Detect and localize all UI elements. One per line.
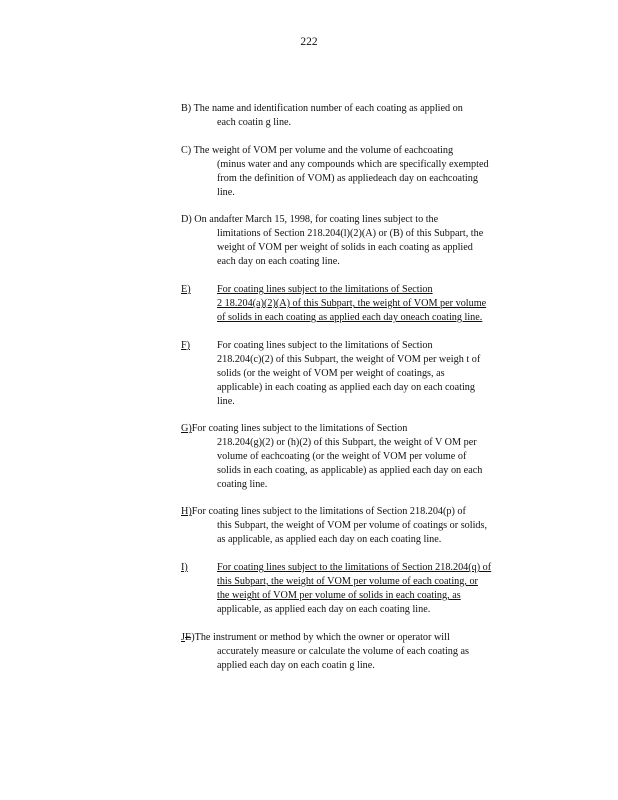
item-e-line-1: For coating lines subject to the limitations of Section [217, 284, 433, 295]
item-d-line-2: limitations of Section 218.204(l)(2)(A) or (B) of this Subpart, the [217, 228, 484, 239]
item-j-line-1: The instrument or method by which the owner or operator will [194, 632, 450, 643]
item-h-line-3: as applicable, as applied each day on each coating line. [217, 534, 442, 545]
item-f [181, 339, 541, 409]
item-g-line-4: solids in each coating, as applicable) as applied each day on each [217, 465, 483, 476]
item-b-line-2: each coatin g line. [217, 117, 292, 128]
item-j-line-2: accurately measure or calculate the volume of each coating as [217, 646, 470, 657]
item-f-line-2: 218.204(c)(2) of this Subpart, the weight of VOM per weigh t of [217, 354, 481, 365]
item-e-label: E) [181, 284, 191, 295]
item-i-line-3: the weight of VOM per volume of solids in each coating, as [217, 590, 461, 601]
item-i-line-4: applicable, as applied each day on each coating line. [217, 604, 431, 615]
item-c-line-3: from the definition of VOM) as appliedeach day on eachcoating [217, 173, 478, 184]
item-j [181, 631, 541, 673]
item-j-label-suffix: ) [191, 632, 195, 643]
item-e [181, 283, 541, 325]
item-j-label-new: J [181, 632, 185, 643]
item-f-line-4: applicable) in each coating as applied each day on each coating [217, 382, 475, 393]
item-g-line-3: volume of eachcoating (or the weight of VOM per volume of [217, 451, 467, 462]
item-f-line-5: line. [217, 396, 235, 407]
item-j-label-deleted: E [184, 632, 192, 643]
item-h-label: H) [181, 506, 192, 517]
page-number: 222 [300, 36, 318, 48]
item-g-label: G) [181, 423, 192, 434]
item-j-line-3: applied each day on each coatin g line. [217, 660, 375, 671]
item-d-line-4: each day on each coating line. [217, 256, 340, 267]
item-c-line-1: The weight of VOM per volume and the volume of eachcoating [193, 145, 454, 156]
item-e-line-3: of solids in each coating as applied each day oneach coating line. [217, 312, 483, 323]
item-d [181, 213, 541, 269]
item-i-line-1: For coating lines subject to the limitations of Section 218.204(q) of [217, 562, 492, 573]
item-g-line-5: coating line. [217, 479, 268, 490]
item-g-line-2: 218.204(g)(2) or (h)(2) of this Subpart, the weight of V OM per [217, 437, 477, 448]
item-g-line-1: For coating lines subject to the limitations of Section [191, 423, 408, 434]
item-i [181, 561, 541, 617]
item-g [181, 422, 541, 492]
item-h-line-2: this Subpart, the weight of VOM per volume of coatings or solids, [217, 520, 488, 531]
item-b-line-1: The name and identification number of each coating as applied on [193, 103, 463, 114]
item-c [181, 144, 541, 200]
item-d-label: D) [181, 214, 192, 225]
item-c-line-4: line. [217, 187, 235, 198]
item-e-line-2: 2 18.204(a)(2)(A) of this Subpart, the weight of VOM per volume [217, 298, 487, 309]
item-i-line-2: this Subpart, the weight of VOM per volume of each coating, or [217, 576, 478, 587]
item-d-line-1: On andafter March 15, 1998, for coating lines subject to the [194, 214, 439, 225]
item-b [181, 102, 541, 130]
item-c-label: C) [181, 145, 192, 156]
item-i-label: I) [181, 562, 188, 573]
item-c-line-2: (minus water and any compounds which are specifically exempted [217, 159, 489, 170]
item-f-label: F) [181, 340, 191, 351]
item-b-label: B) [181, 103, 192, 114]
item-j-label [181, 631, 195, 645]
item-d-line-3: weight of VOM per weight of solids in each coating as applied [217, 242, 473, 253]
item-f-line-1: For coating lines subject to the limitations of Section [217, 340, 433, 351]
item-f-line-3: solids (or the weight of VOM per weight of coatings, as [217, 368, 445, 379]
item-h-line-1: For coating lines subject to the limitations of Section 218.204(p) of [191, 506, 466, 517]
item-h [181, 505, 541, 547]
